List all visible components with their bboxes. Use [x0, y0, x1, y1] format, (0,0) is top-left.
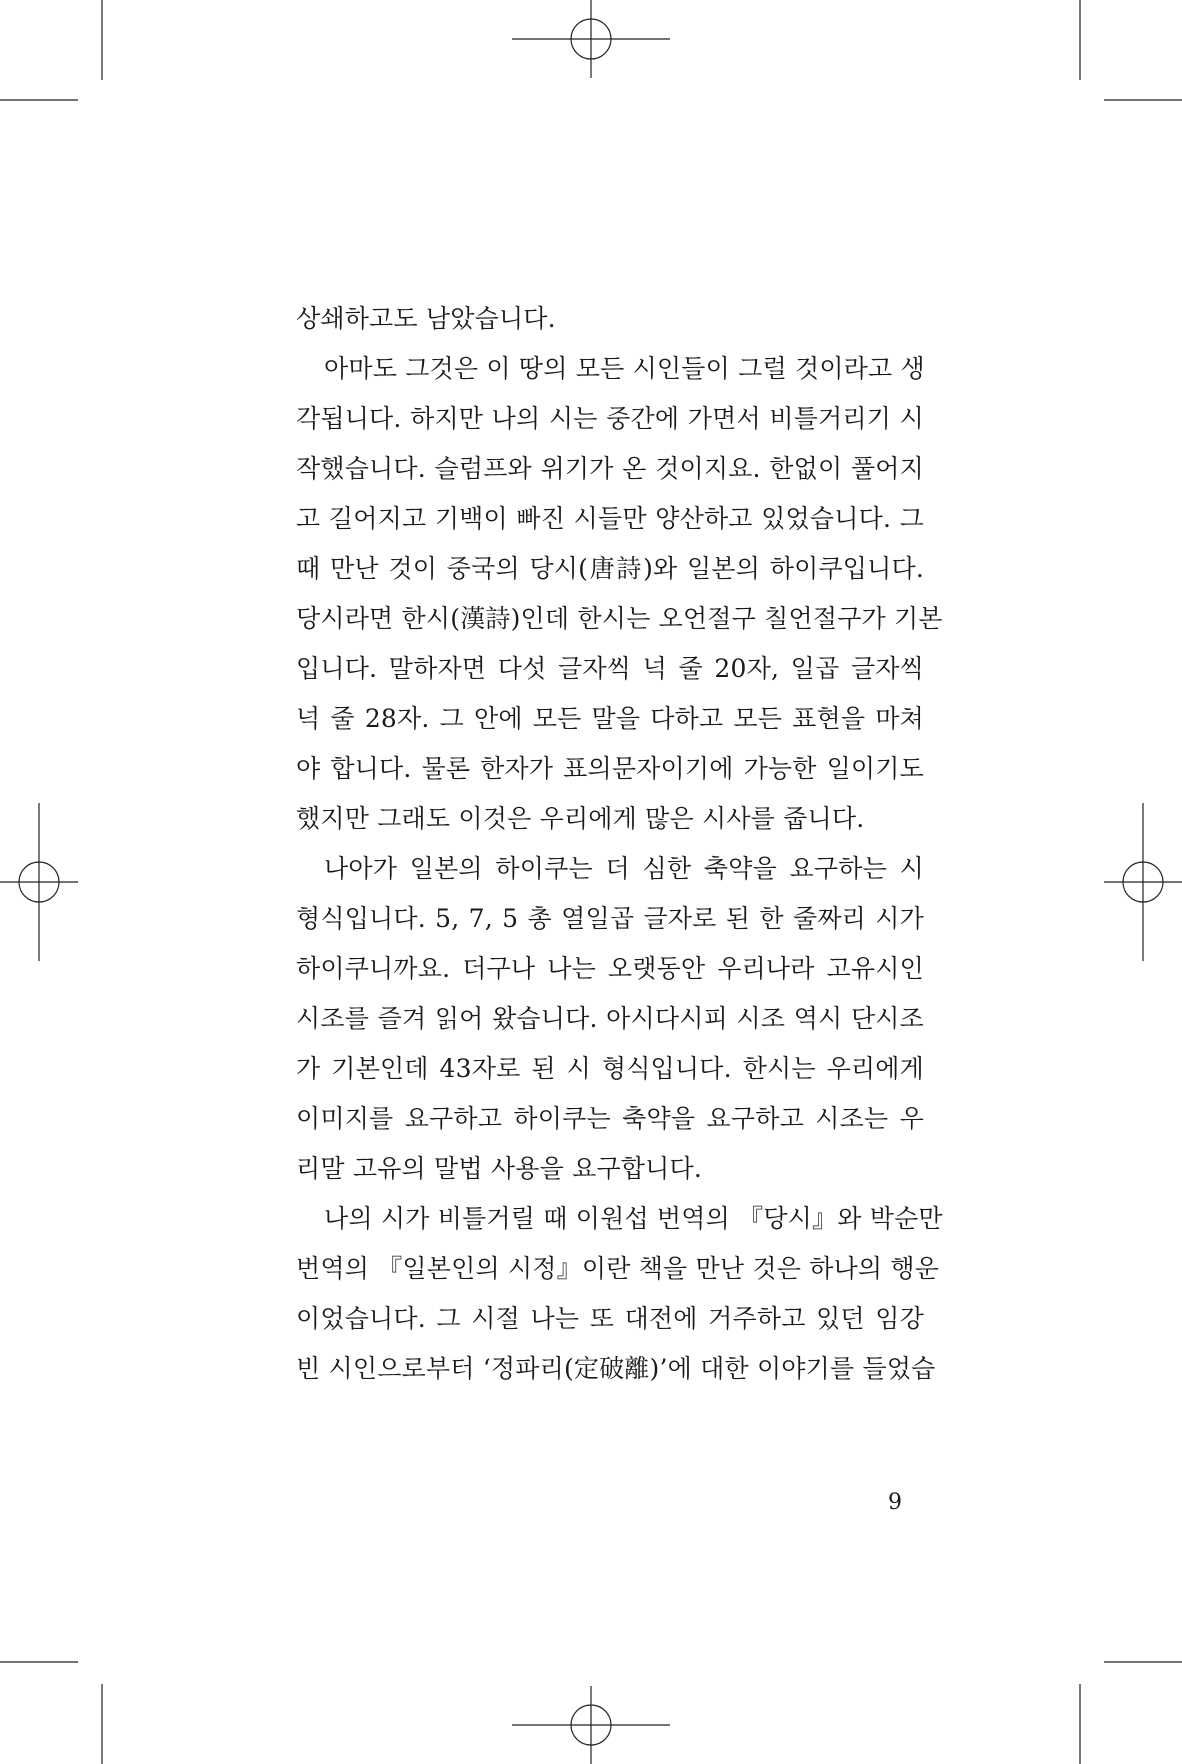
page-number: 9: [888, 1490, 902, 1515]
text-line: 작했습니다. 슬럼프와 위기가 온 것이지요. 한없이 풀어지: [296, 454, 924, 483]
text-line: 리말 고유의 말법 사용을 요구합니다.: [296, 1154, 702, 1183]
text-line: 나의 시가 비틀거릴 때 이원섭 번역의 『당시』와 박순만: [324, 1204, 943, 1233]
text-line: 이미지를 요구하고 하이쿠는 축약을 요구하고 시조는 우: [296, 1104, 924, 1133]
text-line: 입니다. 말하자면 다섯 글자씩 넉 줄 20자, 일곱 글자씩: [296, 654, 924, 683]
text-line: 이었습니다. 그 시절 나는 또 대전에 거주하고 있던 임강: [296, 1304, 924, 1333]
text-line: 아마도 그것은 이 땅의 모든 시인들이 그럴 것이라고 생: [324, 354, 925, 383]
text-line: 빈 시인으로부터 ‘정파리(定破離)’에 대한 이야기를 들었습: [296, 1354, 936, 1383]
text-line: 시조를 즐겨 읽어 왔습니다. 아시다시피 시조 역시 단시조: [296, 1004, 924, 1033]
text-line: 했지만 그래도 이것은 우리에게 많은 시사를 줍니다.: [296, 804, 865, 833]
body-text: [296, 294, 943, 1394]
text-line: 야 합니다. 물론 한자가 표의문자이기에 가능한 일이기도: [296, 754, 924, 783]
text-line: 당시라면 한시(漢詩)인데 한시는 오언절구 칠언절구가 기본: [296, 604, 943, 633]
text-line: 상쇄하고도 남았습니다.: [296, 304, 556, 333]
text-line: 나아가 일본의 하이쿠는 더 심한 축약을 요구하는 시: [324, 854, 924, 883]
text-line: 번역의 『일본인의 시정』이란 책을 만난 것은 하나의 행운: [296, 1254, 940, 1283]
text-line: 때 만난 것이 중국의 당시(唐詩)와 일본의 하이쿠입니다.: [296, 554, 924, 583]
text-line: 하이쿠니까요. 더구나 나는 오랫동안 우리나라 고유시인: [296, 954, 924, 983]
text-line: 넉 줄 28자. 그 안에 모든 말을 다하고 모든 표현을 마쳐: [296, 704, 924, 733]
text-line: 형식입니다. 5, 7, 5 총 열일곱 글자로 된 한 줄짜리 시가: [296, 904, 924, 933]
text-line: 각됩니다. 하지만 나의 시는 중간에 가면서 비틀거리기 시: [296, 404, 924, 433]
text-line: 가 기본인데 43자로 된 시 형식입니다. 한시는 우리에게: [296, 1054, 924, 1083]
text-line: 고 길어지고 기백이 빠진 시들만 양산하고 있었습니다. 그: [296, 504, 924, 533]
